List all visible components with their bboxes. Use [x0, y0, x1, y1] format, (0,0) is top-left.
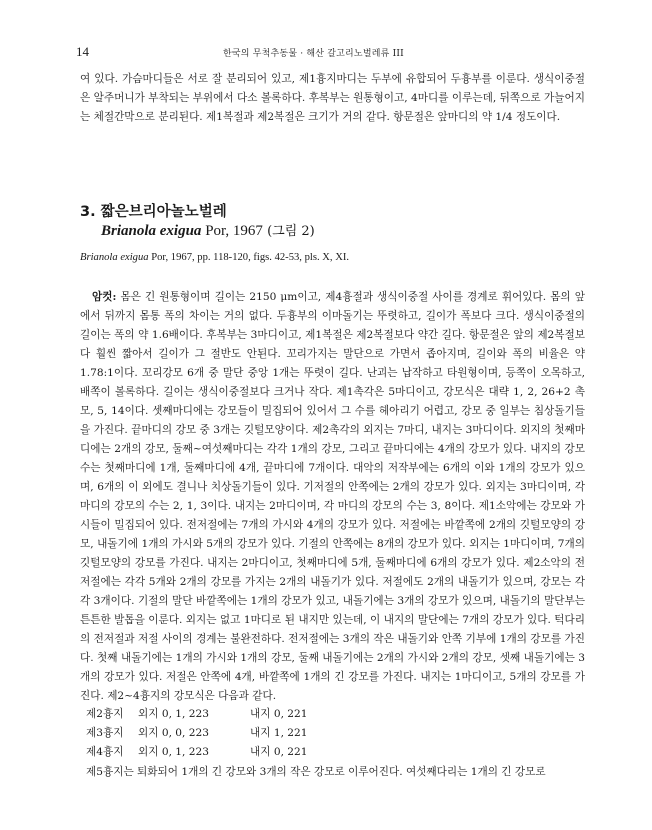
species-author: Por, 1967 [201, 223, 263, 239]
formula-endopod: 내지 0, 221 [250, 708, 308, 720]
formula-exopod: 외지 0, 1, 223 [138, 708, 210, 720]
formula-leg: 제2흉지 [86, 708, 124, 720]
formula-endopod: 내지 1, 221 [250, 727, 308, 739]
formula-leg: 제4흉지 [86, 746, 124, 758]
formula-row [86, 706, 308, 721]
species-heading [101, 220, 315, 240]
last-line: 제5흉지는 퇴화되어 1개의 긴 강모와 3개의 작은 강모로 이루어진다. 여섯째다리는 1개의 긴 강모로 [86, 766, 546, 778]
figure-reference: (그림 2) [262, 224, 315, 239]
section-title: 3. 짧은브리아놀노벌레 [80, 204, 227, 220]
citation-text: Por, 1967, pp. 118-120, figs. 42-53, pls. X, XI. [148, 252, 350, 263]
intro-paragraph: 여 있다. 가슴마디들은 서로 잘 분리되어 있고, 제1흉지마디는 두부에 유합되어 두흉부를 이룬다. 생식이중절은 알주머니가 부착되는 부위에서 다소 볼록하다. 후복부는 원통형이고, 4마디를 이루는데, 뒤쪽으로 가늘어지는 체절간막으로 분리된다. 제1복절과 제2복절은 크기가 거의 같다. 항문절은 앞마디의 약 1/4 정도이다. [80, 73, 585, 123]
page-number: 14 [76, 44, 89, 59]
description-paragraph [80, 288, 585, 706]
citation-species: Brianola exigua [80, 252, 149, 263]
formula-endopod: 내지 0, 221 [250, 746, 308, 758]
formula-row [86, 725, 308, 740]
species-name: Brianola exigua [101, 223, 202, 239]
formula-exopod: 외지 0, 0, 223 [138, 727, 210, 739]
citation [80, 252, 349, 263]
description-lead: 암컷: [92, 291, 117, 303]
formula-row [86, 744, 308, 759]
description-text: 몸은 긴 원통형이며 길이는 2150 μm이고, 제4흉절과 생식이중절 사이를 경계로 휘어있다. 몸의 앞에서 뒤까지 몸통 폭의 차이는 거의 없다. 두흉부의 이마돌기는 뚜렷하고, 길이가 폭보다 크다. 생식이중절의 길이는 폭의 약 1.6배이다. 후복부는 3마디이고, 제1복절은 제2복절보다 약간 길다. 항문절은 앞의 제2복절보다 훨씬 짧아서 길이가 그 절반도 안된다. 꼬리가지는 말단으로 가면서 좁아지며, 길이와 폭의 비율은 약 1.78:1이다. 꼬리강모 6개 중 말단 중앙 1개는 뚜렷이 길다. 난괴는 납작하고 타원형이며, 등쪽이 오목하고, 배쪽이 볼록하다. 길이는 생식이중절보다 크거나 작다. 제1촉각은 5마디이고, 강모식은 대략 1, 2, 26+2 촉모, 5, 14이다. 셋째마디에는 강모들이 밀집되어 있어서 그 수를 헤아리기 어렵고, 강모 중 일부는 침상돌기들을 가진다. 끝마디의 강모 중 3개는 깃털모양이다. 제2촉각의 외지는 7마디, 내지는 3마디이다. 외지의 첫째마디에는 2개의 강모, 둘째~여섯째마디는 각각 1개의 강모, 그리고 끝마디에는 4개의 강모가 있다. 내지의 강모수는 첫째마디에 1개, 둘째마디에 4개, 끝마디에 7개이다. 대악의 저작부에는 6개의 이와 1개의 강모가 있으며, 6개의 이 외에도 결니나 치상돌기들이 있다. 기저절의 안쪽에는 2개의 강모가 있다. 외지는 3마디이며, 각 마디의 강모의 수는 2, 1, 3이다. 내지는 2마디이며, 각 마디의 강모의 수는 3, 8이다. 제1소악에는 강모와 가시들이 밀집되어 있다. 전저절에는 7개의 가시와 4개의 강모가 있다. 저절에는 바깥쪽에 2개의 깃털모양의 강모, 내돌기에 1개의 가시와 5개의 강모가 있다. 기절의 안쪽에는 8개의 강모가 있다. 외지는 1마디이며, 7개의 깃털모양의 강모를 가진다. 내지는 2마디이고, 첫째마디에 5개, 둘째마디에 6개의 강모가 있다. 제2소악의 전저절에는 각각 5개와 2개의 강모를 가지는 2개의 내돌기가 있다. 저절에도 2개의 내돌기가 있으며, 강모는 각각 3개이다. 기절의 말단 바깥쪽에는 1개의 강모가 있고, 내돌기에는 3개의 강모가 있으며, 내돌기의 말단부는 튼튼한 발톱을 이룬다. 외지는 없고 1마디로 된 내지만 있는데, 이 내지의 말단에는 7개의 강모가 있다. 턱다리의 전저절과 저절 사이의 경계는 불완전하다. 전저절에는 3개의 작은 내돌기와 안쪽 기부에 1개의 강모를 가진다. 첫째 내돌기에는 1개의 가시와 1개의 강모, 둘째 내돌기에는 2개의 가시와 2개의 강모, 셋째 내돌기에는 3개의 강모가 있다. 저절은 안쪽에 4개, 바깥쪽에 1개의 긴 강모를 가진다. 내지는 1마디이고, 5개의 강모를 가진다. 제2~4흉지의 강모식은 다음과 같다. [80, 291, 585, 702]
page-header [76, 44, 572, 60]
formula-leg: 제3흉지 [86, 727, 124, 739]
formula-exopod: 외지 0, 1, 223 [138, 746, 210, 758]
running-title: 한국의 무척추동물 · 해산 갈고리노벌레류 III [223, 49, 404, 59]
